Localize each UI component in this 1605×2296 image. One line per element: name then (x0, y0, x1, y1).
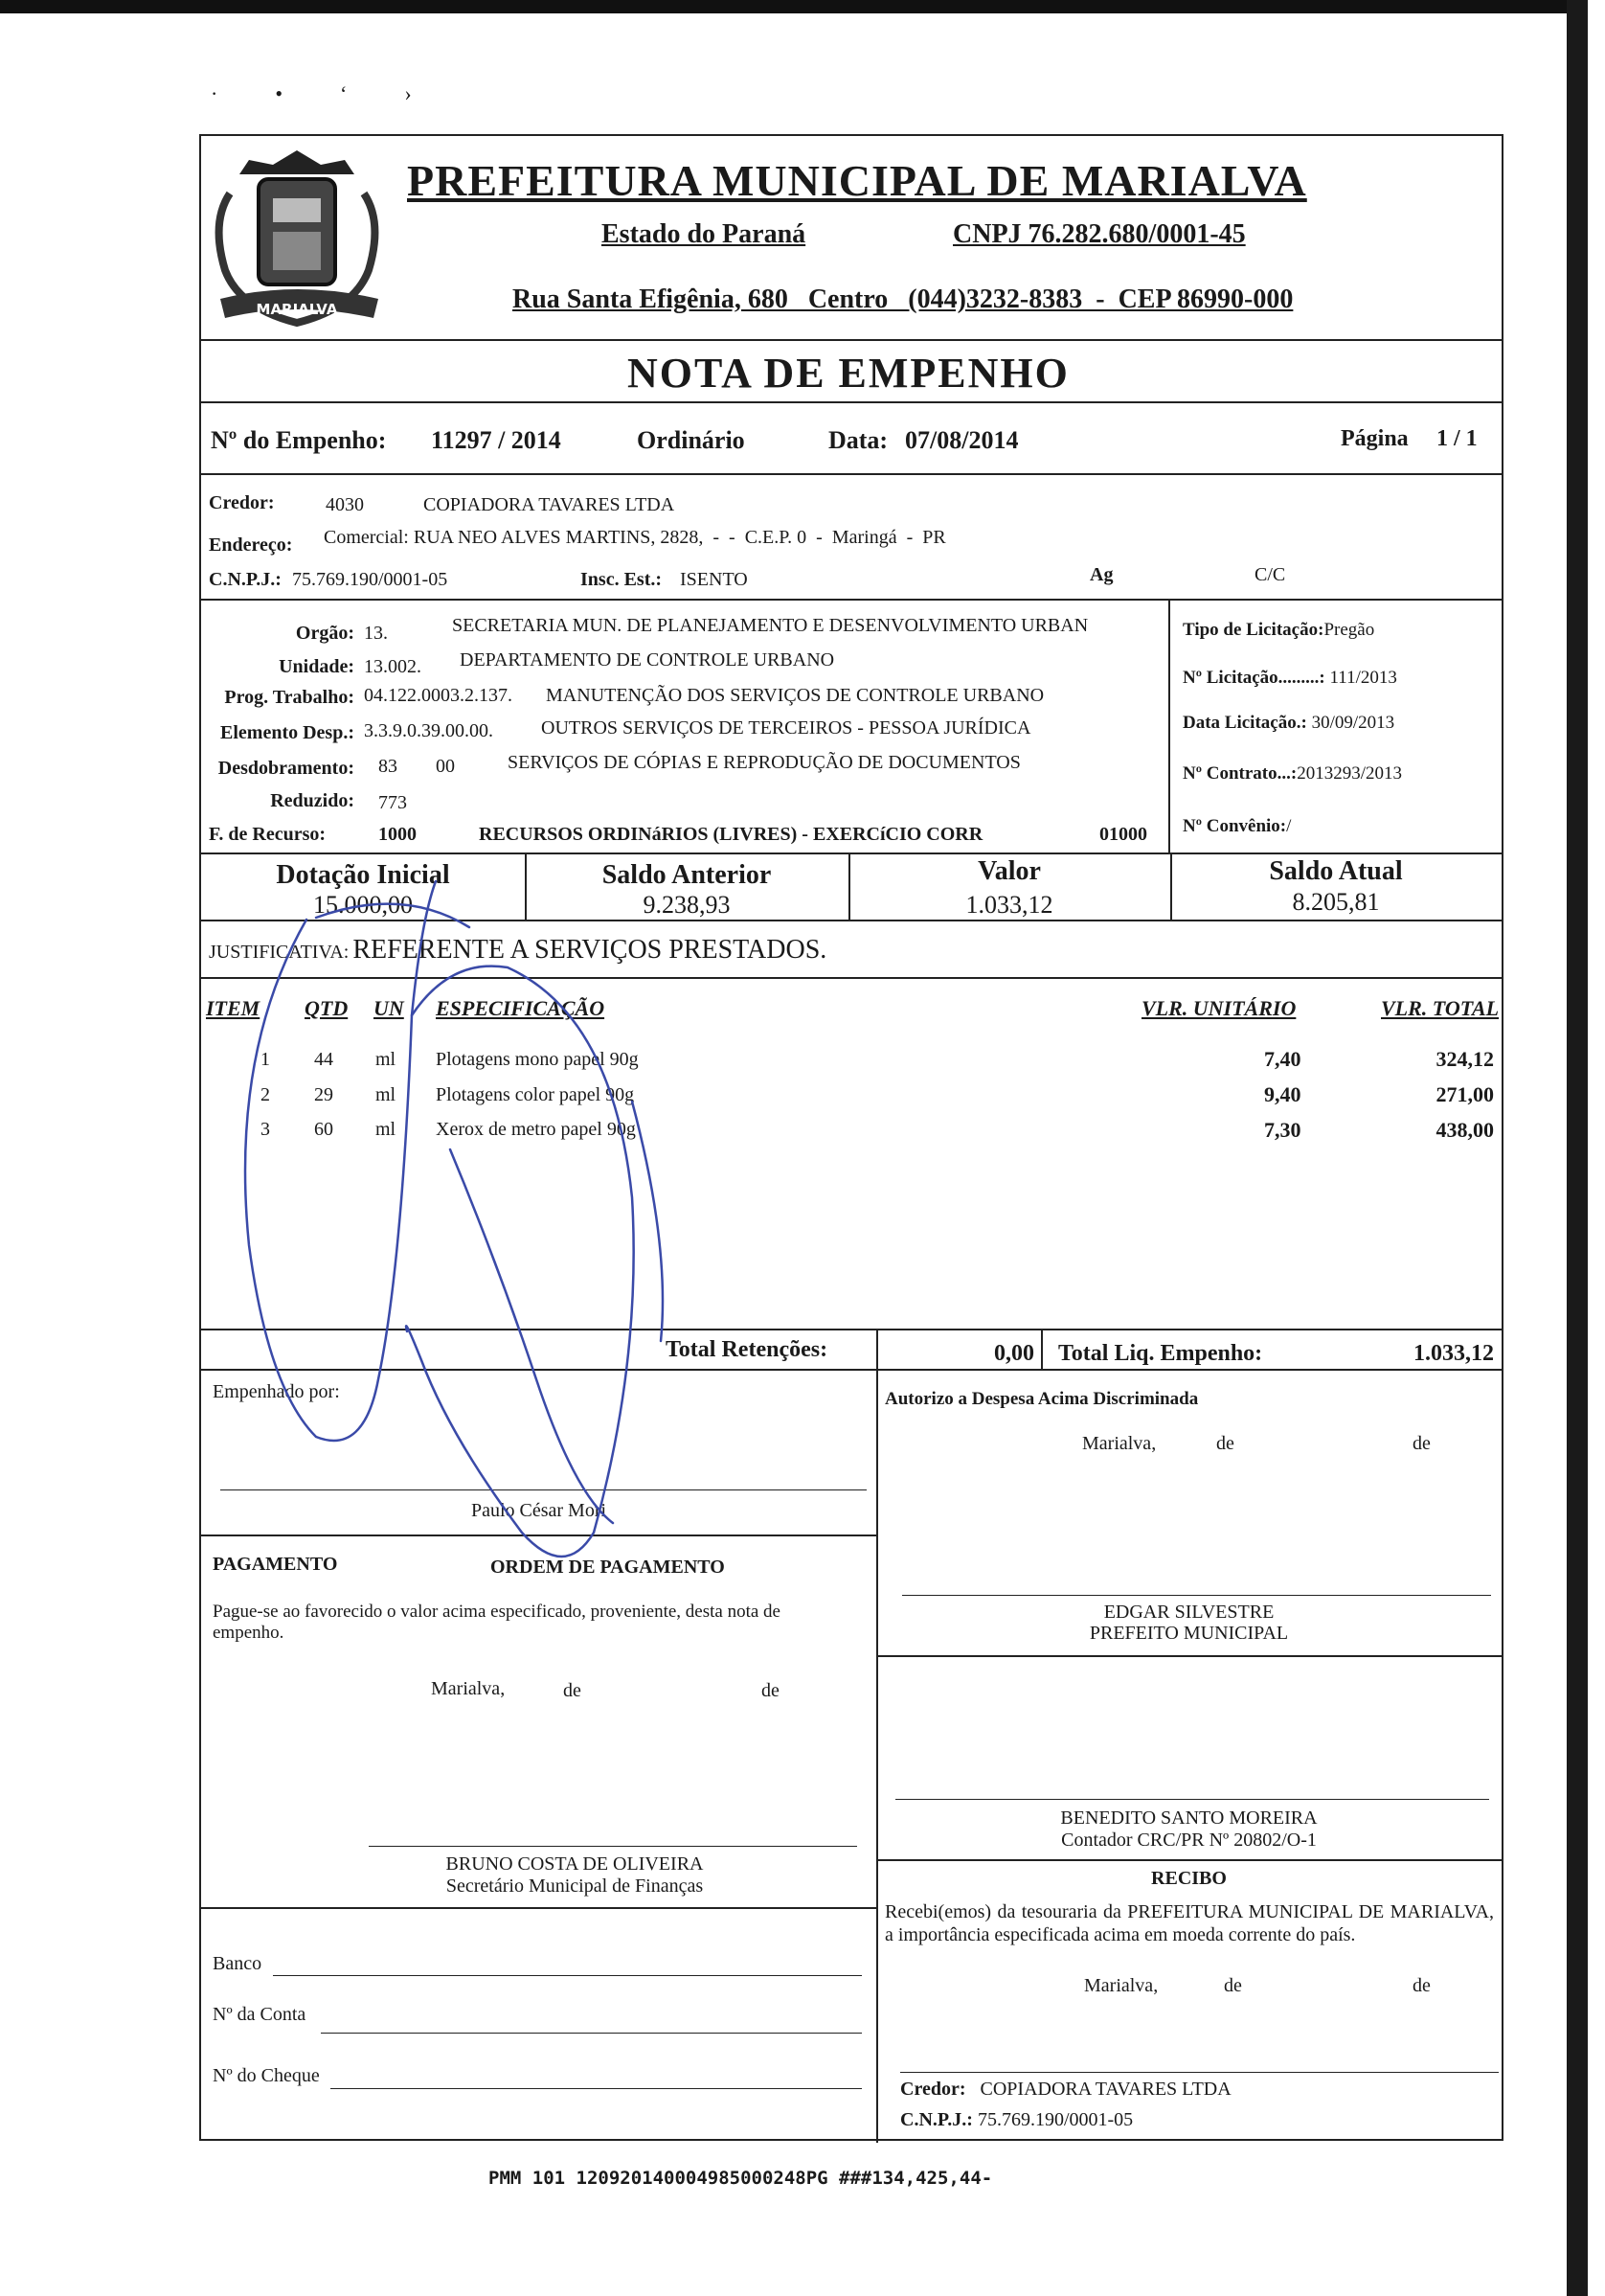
items-col-vlr-unitario: VLR. UNITÁRIO (1142, 996, 1297, 1020)
prog-label: Prog. Trabalho: (224, 687, 354, 708)
items-col-qtd: QTD (305, 996, 349, 1020)
recibo-text: Recebi(emos) da tesouraria da PREFEITURA MUNICIPAL DE MARIALVA, a importância especificada acima em moeda corrente do país. (885, 1901, 1494, 1945)
desdobramento-sub: 00 (436, 756, 455, 777)
prog-code: 04.122.0003.2.137. (364, 685, 512, 706)
recibo-title: RECIBO (1151, 1868, 1227, 1889)
item-vlr-unitario: 9,40 (1264, 1082, 1301, 1106)
ordem-pagamento-label: ORDEM DE PAGAMENTO (490, 1557, 725, 1578)
recibo-credor-name: COPIADORA TAVARES LTDA (980, 2079, 1232, 2100)
recibo-de1: de (1224, 1975, 1242, 1996)
item-un: ml (375, 1084, 396, 1105)
fonte-recurso-code: 1000 (378, 824, 417, 845)
item-especificacao: Plotagens mono papel 90g (436, 1049, 639, 1070)
total-retencoes-label: Total Retenções: (666, 1337, 828, 1362)
elemento-label: Elemento Desp.: (220, 722, 354, 743)
org-address: Rua Santa Efigênia, 680 Centro (044)3232-8383 - CEP 86990-000 (512, 284, 1294, 314)
ie-label: Insc. Est.: (580, 569, 663, 590)
autorizo-de1: de (1216, 1433, 1234, 1454)
org-cnpj: CNPJ 76.282.680/0001-45 (953, 219, 1246, 249)
nota-de-empenho-form (199, 134, 1503, 2141)
elemento-name: OUTROS SERVIÇOS DE TERCEIROS - PESSOA JURÍDICA (541, 717, 1031, 739)
recibo-cnpj: 75.769.190/0001-05 (977, 2109, 1134, 2130)
item-vlr-unitario: 7,40 (1264, 1047, 1301, 1071)
justificativa-label: JUSTIFICATIVA: (209, 942, 350, 963)
reduzido-value: 773 (378, 792, 407, 813)
total-liquido-label: Total Liq. Empenho: (1058, 1341, 1263, 1366)
org-title: PREFEITURA MUNICIPAL DE MARIALVA (407, 156, 1307, 205)
empenho-number-label: Nº do Empenho: (211, 426, 387, 454)
contador-role: Contador CRC/PR Nº 20802/O-1 (1061, 1830, 1317, 1851)
scan-edge-right (1567, 0, 1588, 2296)
empenho-date-label: Data: (828, 426, 889, 454)
valor-label: Valor (978, 856, 1041, 886)
recibo-cnpj-label: C.N.P.J.: (900, 2109, 973, 2130)
scan-edge-top (0, 0, 1571, 13)
empenho-type: Ordinário (637, 426, 745, 454)
item-number: 1 (260, 1049, 270, 1070)
pagamento-city: Marialva, (431, 1678, 506, 1699)
saldo-atual-label: Saldo Atual (1269, 856, 1403, 886)
page-number: 1 / 1 (1436, 426, 1478, 451)
orgao-name: SECRETARIA MUN. DE PLANEJAMENTO E DESENVOLVIMENTO URBAN (452, 615, 1089, 636)
num-licitacao: 111/2013 (1329, 668, 1397, 688)
document-title: NOTA DE EMPENHO (627, 350, 1070, 397)
page-label: Página (1341, 426, 1409, 451)
cnpj-label: C.N.P.J.: (209, 569, 282, 590)
credor-address: Comercial: RUA NEO ALVES MARTINS, 2828, - - C.E.P. 0 - Maringá - PR (324, 527, 946, 548)
convenio-number: / (1286, 816, 1292, 836)
pagamento-de2: de (761, 1680, 780, 1701)
pagamento-text: Pague-se ao favorecido o valor acima especificado, proveniente, desta nota de empenho. (213, 1602, 780, 1643)
address-label: Endereço: (209, 534, 293, 556)
total-retencoes-value: 0,00 (994, 1341, 1034, 1366)
unidade-name: DEPARTAMENTO DE CONTROLE URBANO (460, 649, 835, 671)
saldo-anterior-value: 9.238,93 (643, 891, 731, 919)
prefeito-role: PREFEITO MUNICIPAL (1089, 1623, 1289, 1644)
data-licitacao-label: Data Licitação.: (1183, 713, 1307, 733)
state-name: Estado do Paraná (601, 219, 806, 249)
autorizo-de2: de (1413, 1433, 1431, 1454)
items-col-item: ITEM (206, 996, 260, 1020)
saldo-anterior-label: Saldo Anterior (601, 860, 772, 890)
dotacao-inicial-label: Dotação Inicial (276, 860, 450, 890)
credor-code: 4030 (326, 494, 364, 515)
item-vlr-unitario: 7,30 (1264, 1118, 1301, 1142)
fonte-recurso-name: RECURSOS ORDINáRIOS (LIVRES) - EXERCíCIO CORR (479, 824, 983, 845)
item-qtd: 44 (314, 1049, 333, 1070)
prefeito-name: EDGAR SILVESTRE (1103, 1602, 1275, 1623)
elemento-code: 3.3.9.0.39.00.00. (364, 720, 493, 741)
recibo-de2: de (1413, 1975, 1431, 1996)
item-vlr-total: 438,00 (1435, 1118, 1494, 1142)
item-un: ml (375, 1049, 396, 1070)
banco-label: Banco (213, 1953, 262, 1974)
account-label: C/C (1255, 564, 1286, 585)
unidade-label: Unidade: (279, 656, 354, 677)
empenho-date: 07/08/2014 (905, 426, 1019, 454)
item-qtd: 60 (314, 1119, 333, 1140)
credor-cnpj: 75.769.190/0001-05 (292, 569, 448, 590)
items-col-un: UN (373, 996, 404, 1020)
prog-name: MANUTENÇÃO DOS SERVIÇOS DE CONTROLE URBANO (546, 685, 1045, 706)
item-qtd: 29 (314, 1084, 333, 1105)
fonte-recurso-label: F. de Recurso: (209, 824, 327, 845)
autorizo-label: Autorizo a Despesa Acima Discriminada (885, 1389, 1199, 1409)
conta-label: Nº da Conta (213, 2004, 306, 2025)
empenhado-por-label: Empenhado por: (213, 1381, 340, 1402)
item-number: 2 (260, 1084, 270, 1105)
total-liquido-value: 1.033,12 (1413, 1341, 1494, 1366)
recibo-city: Marialva, (1084, 1975, 1159, 1996)
item-vlr-total: 271,00 (1435, 1082, 1494, 1106)
items-col-vlr-total: VLR. TOTAL (1381, 996, 1500, 1020)
contrato-number: 2013293/2013 (1297, 763, 1402, 784)
justificativa-text: REFERENTE A SERVIÇOS PRESTADOS. (352, 935, 827, 965)
secretario-name: BRUNO COSTA DE OLIVEIRA (445, 1853, 704, 1875)
fonte-recurso-number: 01000 (1099, 824, 1147, 845)
valor-value: 1.033,12 (965, 891, 1053, 919)
pagamento-de1: de (563, 1680, 581, 1701)
credor-label: Credor: (209, 492, 275, 513)
unidade-code: 13.002. (364, 656, 421, 677)
empenhado-por-name: Paulo César Mori (470, 1500, 607, 1521)
credor-ie: ISENTO (680, 569, 748, 590)
contrato-label: Nº Contrato...: (1183, 763, 1298, 784)
convenio-label: Nº Convênio: (1183, 816, 1287, 836)
svg-text:MARIALVA: MARIALVA (256, 301, 338, 318)
item-number: 3 (260, 1119, 270, 1140)
saldo-atual-value: 8.205,81 (1292, 888, 1380, 916)
item-vlr-total: 324,12 (1435, 1047, 1494, 1071)
desdobramento-name: SERVIÇOS DE CÓPIAS E REPRODUÇÃO DE DOCUMENTOS (508, 752, 1021, 773)
item-especificacao: Xerox de metro papel 90g (436, 1119, 636, 1140)
item-un: ml (375, 1119, 396, 1140)
credor-name: COPIADORA TAVARES LTDA (423, 494, 675, 515)
tipo-licitacao-label: Tipo de Licitação: (1183, 620, 1324, 640)
recibo-credor-label: Credor: (900, 2079, 966, 2100)
municipal-crest-icon (201, 136, 393, 342)
reduzido-label: Reduzido: (270, 790, 354, 811)
document-code: PMM 101 120920140004985000248PG ###134,425,44- (488, 2168, 993, 2189)
orgao-code: 13. (364, 623, 388, 644)
dotacao-inicial-value: 15.000,00 (313, 891, 413, 919)
secretario-role: Secretário Municipal de Finanças (445, 1875, 704, 1897)
cheque-label: Nº do Cheque (213, 2065, 320, 2086)
desdobramento-code: 83 (378, 756, 397, 777)
tipo-licitacao: Pregão (1323, 620, 1375, 640)
agency-label: Ag (1090, 564, 1114, 585)
desdobramento-label: Desdobramento: (217, 758, 354, 779)
autorizo-city: Marialva, (1082, 1433, 1157, 1454)
pagamento-label: PAGAMENTO (213, 1554, 338, 1575)
item-especificacao: Plotagens color papel 90g (436, 1084, 635, 1105)
items-col-especificacao: ESPECIFICAÇÃO (436, 996, 605, 1020)
orgao-label: Orgão: (295, 623, 354, 644)
num-licitacao-label: Nº Licitação.........: (1183, 668, 1325, 688)
scan-specks: ·•‘› (211, 81, 469, 105)
data-licitacao: 30/09/2013 (1311, 713, 1395, 733)
contador-name: BENEDITO SANTO MOREIRA (1060, 1807, 1318, 1829)
empenho-number: 11297 / 2014 (431, 426, 561, 454)
